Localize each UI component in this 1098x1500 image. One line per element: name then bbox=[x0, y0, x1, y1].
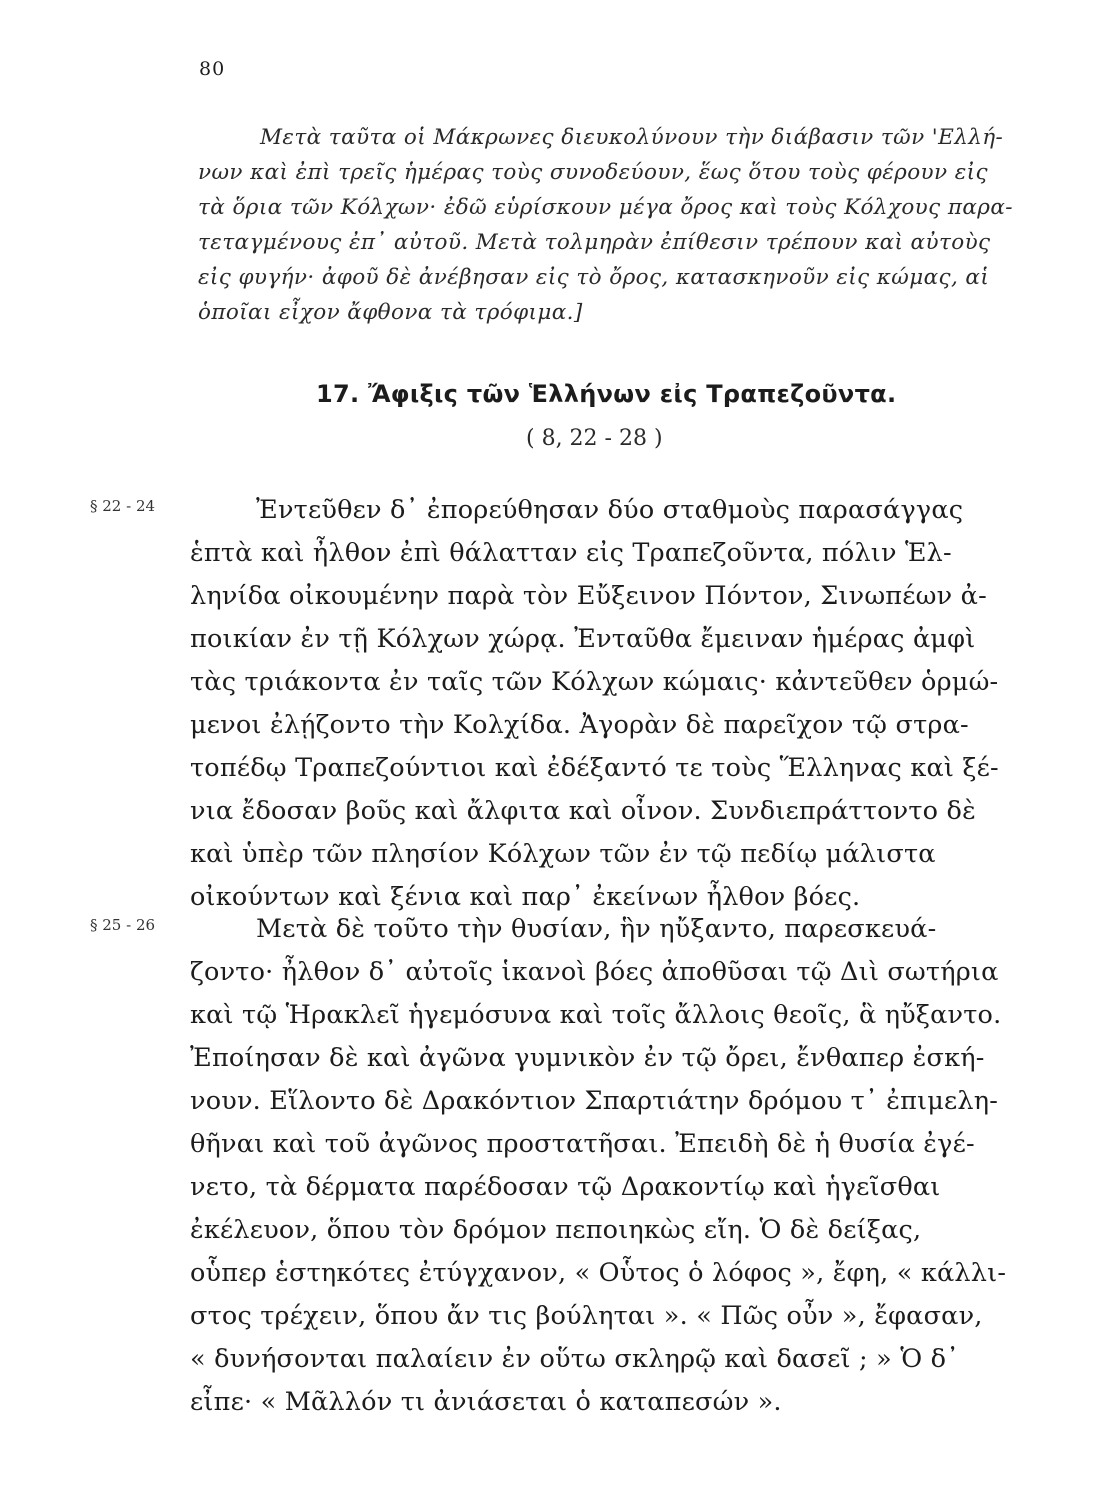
section-marker: § 25 - 26 bbox=[90, 916, 156, 934]
text-line: ἐκέλευον, ὅπου τὸν δρόμον πεποιηκὼς εἴη. Ὁ δὲ δείξας, bbox=[190, 1215, 922, 1245]
summary-line: νων καὶ ἐπὶ τρεῖς ἡμέρας τοὺς συνοδεύουν, ἕως ὅτου τοὺς φέρουν εἰς bbox=[198, 160, 988, 185]
text-line: τοπέδῳ Τραπεζούντιοι καὶ ἐδέξαντό τε τοὺς Ἕλληνας καὶ ξέ- bbox=[190, 753, 999, 783]
text-line: ποικίαν ἐν τῇ Κόλχων χώρᾳ. Ἐνταῦθα ἔμειναν ἡμέρας ἀμφὶ bbox=[190, 624, 976, 654]
text-line: Μετὰ δὲ τοῦτο τὴν θυσίαν, ἣν ηὔξαντο, παρεσκευά- bbox=[256, 914, 937, 944]
text-line: νουν. Εἵλοντο δὲ Δρακόντιον Σπαρτιάτην δρόμου τ᾿ ἐπιμελη- bbox=[190, 1086, 999, 1116]
summary-line: εἰς φυγήν· ἀφοῦ δὲ ἀνέβησαν εἰς τὸ ὄρος, κατασκηνοῦν εἰς κώμας, αἱ bbox=[198, 265, 990, 290]
page-number: 80 bbox=[199, 58, 226, 80]
text-line: ληνίδα οἰκουμένην παρὰ τὸν Εὔξεινον Πόντον, Σινωπέων ἀ- bbox=[190, 581, 987, 611]
summary-paragraph bbox=[198, 120, 1036, 330]
text-line: οἰκούντων καὶ ξένια καὶ παρ᾿ ἐκείνων ἦλθον βόες. bbox=[190, 882, 861, 912]
section-marker: § 22 - 24 bbox=[90, 497, 156, 515]
text-paragraph bbox=[90, 908, 1046, 1424]
text-line: « δυνήσονται παλαίειν ἐν οὕτω σκληρῷ καὶ δασεῖ ; » Ὁ δ᾿ bbox=[190, 1344, 960, 1374]
text-line: οὗπερ ἑστηκότες ἐτύγχανον, « Οὗτος ὁ λόφος », ἔφη, « κάλλι- bbox=[190, 1258, 1007, 1288]
summary-line: Μετὰ ταῦτα οἱ Μάκρωνες διευκολύνουν τὴν διάβασιν τῶν 'Ελλή- bbox=[260, 125, 1004, 150]
text-line: ἑπτὰ καὶ ἦλθον ἐπὶ θάλατταν εἰς Τραπεζοῦντα, πόλιν Ἑλ- bbox=[190, 538, 952, 568]
summary-line: τὰ ὅρια τῶν Κόλχων· ἐδῶ εὑρίσκουν μέγα ὄρος καὶ τοὺς Κόλχους παρα- bbox=[198, 195, 1013, 220]
text-line: νια ἔδοσαν βοῦς καὶ ἄλφιτα καὶ οἶνον. Συνδιεπράττοντο δὲ bbox=[190, 796, 976, 826]
text-line: στος τρέχειν, ὅπου ἄν τις βούληται ». « Πῶς οὖν », ἔφασαν, bbox=[190, 1301, 983, 1331]
text-line: ζοντο· ἦλθον δ᾿ αὐτοῖς ἱκανοὶ βόες ἀποθῦσαι τῷ Διὶ σωτήρια bbox=[190, 957, 999, 987]
section-title: 17. Ἄφιξις τῶν Ἑλλήνων εἰς Τραπεζοῦντα. bbox=[316, 380, 897, 408]
text-line: καὶ ὑπὲρ τῶν πλησίον Κόλχων τῶν ἐν τῷ πεδίῳ μάλιστα bbox=[190, 839, 936, 869]
text-line: εἶπε· « Μᾶλλόν τι ἀνιάσεται ὁ καταπεσών ». bbox=[190, 1387, 782, 1417]
summary-line: τεταγμένους ἐπ᾿ αὐτοῦ. Μετὰ τολμηρὰν ἐπίθεσιν τρέπουν καὶ αὐτοὺς bbox=[198, 230, 991, 255]
text-line: νετο, τὰ δέρματα παρέδοσαν τῷ Δρακοντίῳ καὶ ἡγεῖσθαι bbox=[190, 1172, 941, 1202]
text-line: μενοι ἐλῄζοντο τὴν Κολχίδα. Ἀγορὰν δὲ παρεῖχον τῷ στρα- bbox=[190, 710, 969, 740]
text-line: καὶ τῷ Ἡρακλεῖ ἡγεμόσυνα καὶ τοῖς ἄλλοις θεοῖς, ἃ ηὔξαντο. bbox=[190, 1000, 1002, 1030]
summary-line: ὁποῖαι εἶχον ἄφθονα τὰ τρόφιμα.] bbox=[198, 300, 583, 325]
text-paragraph bbox=[90, 489, 1046, 919]
section-reference: ( 8, 22 - 28 ) bbox=[526, 426, 663, 451]
text-line: θῆναι καὶ τοῦ ἀγῶνος προστατῆσαι. Ἐπειδὴ δὲ ἡ θυσία ἐγέ- bbox=[190, 1129, 975, 1159]
text-line: Ἐποίησαν δὲ καὶ ἀγῶνα γυμνικὸν ἐν τῷ ὄρει, ἔνθαπερ ἐσκή- bbox=[190, 1043, 985, 1073]
text-line: τὰς τριάκοντα ἐν ταῖς τῶν Κόλχων κώμαις· κἀντεῦθεν ὁρμώ- bbox=[190, 667, 999, 697]
text-line: Ἐντεῦθεν δ᾿ ἐπορεύθησαν δύο σταθμοὺς παρασάγγας bbox=[256, 495, 964, 525]
